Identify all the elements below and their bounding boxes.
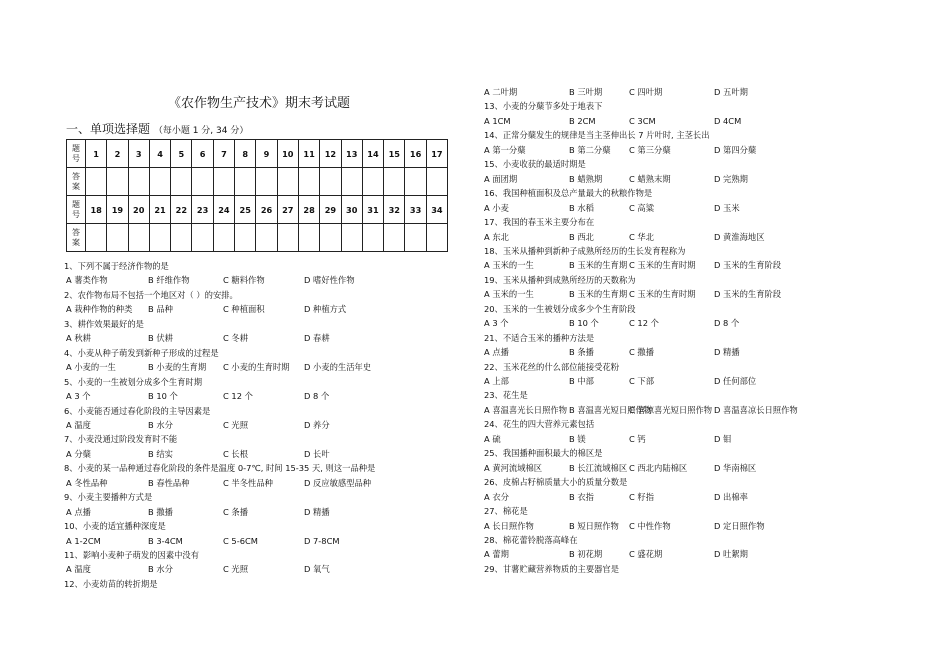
question-text: 27、棉花是	[484, 506, 528, 517]
answer-option[interactable]: C 钙	[629, 433, 646, 444]
answer-option[interactable]: D 7-8CM	[304, 535, 340, 546]
answer-cell[interactable]	[362, 168, 383, 196]
answer-option[interactable]: C 小麦的生育时期	[223, 362, 290, 373]
answer-option[interactable]: D 嗜好性作物	[304, 275, 355, 286]
answer-option[interactable]: A 上部	[484, 376, 509, 386]
question-text: 14、正常分蘖发生的规律是当主茎伸出长 7 片叶时, 主茎长出	[484, 130, 710, 141]
question-text: 10、小麦的适宜播种深度是	[64, 521, 166, 532]
row-label-q: 题 号	[67, 196, 86, 224]
answer-option[interactable]: A 硫	[484, 433, 501, 444]
answer-option[interactable]: D 4CM	[714, 115, 742, 126]
answer-cell[interactable]	[341, 168, 362, 196]
answer-option[interactable]: C 下部	[629, 376, 655, 386]
grid-num: 25	[235, 196, 256, 224]
answer-option[interactable]: C 华北	[629, 231, 655, 242]
answer-option[interactable]: A 第一分蘖	[484, 144, 526, 155]
question-text: 16、我国种植面积及总产量最大的秋粮作物是	[484, 188, 653, 199]
answer-option[interactable]: D 第四分蘖	[714, 144, 757, 155]
grid-num: 7	[213, 140, 234, 168]
grid-row-answers-1	[67, 168, 448, 196]
answer-option[interactable]: C 籽指	[629, 491, 655, 502]
answer-option[interactable]: B 春性品种	[148, 477, 190, 488]
answer-option[interactable]: A 蕾期	[484, 549, 509, 560]
answer-option[interactable]: D 8 个	[714, 318, 740, 329]
answer-cell[interactable]	[171, 168, 192, 196]
answer-cell[interactable]	[235, 168, 256, 196]
grid-num: 11	[298, 140, 319, 168]
question-text: 28、棉花蕾铃脱落高峰在	[484, 534, 578, 545]
answer-option[interactable]: D 春耕	[304, 333, 330, 344]
grid-num: 18	[86, 196, 107, 224]
answer-cell[interactable]	[384, 224, 405, 252]
answer-option[interactable]: B 水分	[148, 564, 173, 575]
answer-cell[interactable]	[362, 224, 383, 252]
answer-option[interactable]: C 玉米的生育时期	[629, 260, 696, 271]
answer-option[interactable]: B 初花期	[569, 549, 603, 560]
answer-option[interactable]: A 冬性品种	[66, 477, 108, 488]
answer-cell[interactable]	[192, 168, 213, 196]
answer-option[interactable]: A 玉米的一生	[484, 260, 534, 271]
answer-option[interactable]: D 养分	[304, 419, 330, 430]
question-text: 20、玉米的一生被划分成多少个生育阶段	[484, 303, 636, 314]
answer-cell[interactable]	[107, 224, 128, 252]
question-text: 4、小麦从种子萌发到新种子形成的过程是	[64, 347, 219, 358]
answer-option[interactable]: B 10 个	[148, 391, 178, 402]
question-text: 29、甘薯贮藏营养物质的主要器官是	[484, 563, 620, 574]
answer-option[interactable]: C 冬耕	[223, 333, 249, 344]
grid-num: 12	[320, 140, 341, 168]
answer-option[interactable]: A 温度	[66, 564, 91, 575]
answer-cell[interactable]	[149, 224, 170, 252]
answer-option[interactable]: B 西北	[569, 231, 594, 242]
answer-cell[interactable]	[426, 224, 447, 252]
answer-option[interactable]: D 种植方式	[304, 304, 347, 315]
answer-option[interactable]: C 长根	[223, 448, 249, 459]
answer-cell[interactable]	[320, 224, 341, 252]
answer-cell[interactable]	[256, 224, 277, 252]
answer-option[interactable]: C 玉米的生育时期	[629, 289, 696, 300]
grid-num: 31	[362, 196, 383, 224]
answer-cell[interactable]	[341, 224, 362, 252]
grid-num: 20	[128, 196, 149, 224]
grid-num: 1	[86, 140, 107, 168]
grid-row-numbers-2	[67, 196, 448, 224]
answer-option[interactable]: C 条播	[223, 506, 249, 517]
answer-cell[interactable]	[128, 168, 149, 196]
question-text: 21、不适合玉米的播种方法是	[484, 332, 595, 343]
answer-cell[interactable]	[86, 224, 107, 252]
answer-option[interactable]: B 撒播	[148, 506, 173, 517]
answer-option[interactable]: B 喜温喜光短日照作物	[569, 404, 653, 415]
answer-option[interactable]: C 西北内陆棉区	[629, 462, 688, 473]
question-text: 9、小麦主要播种方式是	[64, 492, 153, 503]
answer-cell[interactable]	[426, 168, 447, 196]
grid-num: 19	[107, 196, 128, 224]
section-title: 一、单项选择题	[66, 122, 151, 136]
question-text: 2、农作物布局不包括一个地区对（ ）的安排。	[64, 289, 238, 300]
grid-row-numbers-1	[67, 140, 448, 168]
grid-num: 26	[256, 196, 277, 224]
answer-option[interactable]: A 1-2CM	[66, 535, 101, 546]
question-text: 19、玉米从播种到成熟所经历的天数称为	[484, 274, 636, 285]
answer-option[interactable]: B 短日照作物	[569, 520, 619, 531]
question-text: 5、小麦的一生被划分成多个生育时期	[64, 376, 203, 387]
answer-option[interactable]: C 半冬性品种	[223, 477, 273, 488]
answer-option[interactable]: A 二叶期	[484, 87, 518, 97]
grid-num: 24	[213, 196, 234, 224]
question-text: 7、小麦没通过阶段发育时不能	[64, 434, 178, 445]
answer-cell[interactable]	[298, 168, 319, 196]
answer-option[interactable]: A 小麦的一生	[66, 362, 116, 373]
answer-option[interactable]: C 种植面积	[223, 304, 265, 315]
answer-option[interactable]: B 10 个	[569, 318, 599, 329]
grid-num: 6	[192, 140, 213, 168]
question-text: 17、我国的春玉米主要分布在	[484, 217, 595, 228]
grid-num: 32	[384, 196, 405, 224]
section-heading	[66, 120, 248, 137]
answer-option[interactable]: D 反应敏感型品种	[304, 477, 372, 488]
answer-option[interactable]: D 玉米的生育阶段	[714, 289, 782, 300]
question-text: 11、影响小麦种子萌发的因素中没有	[64, 550, 200, 560]
answer-cell[interactable]	[256, 168, 277, 196]
answer-option[interactable]: C 高粱	[629, 202, 655, 213]
answer-cell[interactable]	[128, 224, 149, 252]
answer-option[interactable]: C 盛花期	[629, 549, 663, 560]
answer-option[interactable]: B 伏耕	[148, 333, 173, 344]
answer-option[interactable]: B 小麦的生育期	[148, 362, 207, 373]
answer-option[interactable]: A 薯类作物	[66, 275, 108, 286]
answer-option[interactable]: D 定日照作物	[714, 520, 765, 531]
answer-option[interactable]: B 玉米的生育期	[569, 289, 628, 300]
grid-num: 30	[341, 196, 362, 224]
grid-num: 28	[298, 196, 319, 224]
row-label-q: 题 号	[67, 140, 86, 168]
grid-num: 17	[426, 140, 447, 168]
grid-num: 14	[362, 140, 383, 168]
grid-num: 22	[171, 196, 192, 224]
answer-option[interactable]: B 长江流域棉区	[569, 462, 628, 473]
question-text: 1、下列不属于经济作物的是	[64, 261, 169, 271]
answer-option[interactable]: B 结实	[148, 448, 173, 459]
answer-option[interactable]: D 出棉率	[714, 491, 748, 502]
answer-cell[interactable]	[213, 224, 234, 252]
answer-option[interactable]: D 五叶期	[714, 87, 748, 97]
question-text: 15、小麦收获的最适时期是	[484, 159, 586, 170]
answer-option[interactable]: C 光照	[223, 419, 249, 430]
answer-option[interactable]: D 完熟期	[714, 173, 748, 184]
question-text: 18、玉米从播种到新种子成熟所经历的生长发育程称为	[484, 245, 686, 256]
question-text: 23、花生是	[484, 390, 528, 401]
answer-option[interactable]: B 衣指	[569, 491, 594, 502]
grid-num: 33	[405, 196, 426, 224]
grid-num: 3	[128, 140, 149, 168]
answer-option[interactable]: C 中性作物	[629, 520, 671, 531]
answer-option[interactable]: B 3-4CM	[148, 535, 183, 546]
answer-option[interactable]: A 东北	[484, 231, 509, 242]
answer-option[interactable]: D 吐絮期	[714, 549, 748, 560]
grid-num: 4	[149, 140, 170, 168]
answer-cell[interactable]	[405, 224, 426, 252]
answer-option[interactable]: A 衣分	[484, 491, 509, 502]
answer-option[interactable]: A 3 个	[66, 391, 91, 402]
answer-option[interactable]: D 黄淮海地区	[714, 231, 765, 242]
answer-option[interactable]: A 小麦	[484, 202, 509, 213]
answer-option[interactable]: C 12 个	[223, 391, 253, 402]
grid-num: 34	[426, 196, 447, 224]
answer-cell[interactable]	[277, 168, 298, 196]
answer-option[interactable]: B 纤维作物	[148, 275, 190, 286]
answer-cell[interactable]	[277, 224, 298, 252]
answer-option[interactable]: A 秋耕	[66, 333, 91, 344]
row-label-a: 答 案	[67, 168, 86, 196]
answer-option[interactable]: B 蜡熟期	[569, 173, 603, 184]
answer-option[interactable]: D 喜温喜凉长日照作物	[714, 404, 798, 415]
grid-num: 8	[235, 140, 256, 168]
grid-num: 29	[320, 196, 341, 224]
exam-title: 《农作物生产技术》期末考试题	[168, 96, 351, 111]
answer-option[interactable]: C 3CM	[629, 115, 656, 126]
answer-option[interactable]: B 水分	[148, 419, 173, 430]
answer-option[interactable]: D 玉米	[714, 202, 740, 213]
answer-option[interactable]: A 分蘖	[66, 448, 91, 459]
answer-option[interactable]: A 温度	[66, 419, 91, 430]
row-label-a: 答 案	[67, 224, 86, 252]
answer-option[interactable]: C 蜡熟末期	[629, 173, 671, 184]
question-text: 6、小麦能否通过春化阶段的主导因素是	[64, 405, 211, 416]
answer-option[interactable]: A 喜温喜光长日照作物	[484, 404, 567, 415]
answer-cell[interactable]	[405, 168, 426, 196]
answer-option[interactable]: B 三叶期	[569, 87, 603, 97]
answer-option[interactable]: B 第二分蘖	[569, 144, 611, 155]
answer-cell[interactable]	[86, 168, 107, 196]
answer-grid	[66, 139, 448, 252]
grid-num: 15	[384, 140, 405, 168]
answer-cell[interactable]	[171, 224, 192, 252]
answer-option[interactable]: B 玉米的生育期	[569, 260, 628, 271]
answer-option[interactable]: B 水稻	[569, 202, 594, 213]
grid-num: 13	[341, 140, 362, 168]
answer-cell[interactable]	[192, 224, 213, 252]
answer-option[interactable]: D 长叶	[304, 448, 330, 459]
answer-option[interactable]: C 光照	[223, 564, 249, 575]
grid-num: 2	[107, 140, 128, 168]
question-text: 12、小麦幼苗的转折期是	[64, 578, 158, 589]
answer-option[interactable]: C 四叶期	[629, 87, 663, 97]
answer-option[interactable]: D 钼	[714, 433, 732, 444]
answer-option[interactable]: D 精播	[714, 347, 740, 358]
answer-option[interactable]: A 1CM	[484, 115, 511, 126]
answer-option[interactable]: A 黄河流域棉区	[484, 462, 543, 473]
grid-num: 21	[149, 196, 170, 224]
answer-option[interactable]: C 第三分蘖	[629, 144, 671, 155]
answer-option[interactable]: D 玉米的生育阶段	[714, 260, 782, 271]
grid-num: 10	[277, 140, 298, 168]
answer-option[interactable]: A 3 个	[484, 318, 509, 329]
answer-option[interactable]: D 氧气	[304, 564, 330, 575]
answer-option[interactable]: D 任何部位	[714, 376, 757, 386]
answer-option[interactable]: A 玉米的一生	[484, 289, 534, 300]
answer-option[interactable]: D 华南棉区	[714, 462, 757, 473]
question-text: 13、小麦的分蘖节多处于地表下	[484, 101, 603, 112]
answer-option[interactable]: C 糖料作物	[223, 275, 265, 286]
question-text: 26、皮棉占籽棉质量大小的质量分数是	[484, 477, 628, 488]
question-text: 22、玉米花丝的什么部位能接受花粉	[484, 361, 620, 372]
grid-row-answers-2	[67, 224, 448, 252]
answer-cell[interactable]	[298, 224, 319, 252]
question-text: 24、花生的四大营养元素包括	[484, 419, 595, 430]
answer-option[interactable]: A 面团期	[484, 173, 518, 184]
answer-option[interactable]: B 条播	[569, 347, 594, 358]
answer-option[interactable]: D 8 个	[304, 391, 330, 402]
answer-option[interactable]: B 中部	[569, 376, 594, 386]
answer-option[interactable]: C 撒播	[629, 347, 655, 358]
grid-num: 27	[277, 196, 298, 224]
question-text: 25、我国播种面积最大的棉区是	[484, 448, 603, 459]
answer-option[interactable]: C 5-6CM	[223, 535, 258, 546]
answer-option[interactable]: B 2CM	[569, 115, 596, 126]
answer-cell[interactable]	[107, 168, 128, 196]
answer-option[interactable]: D 小麦的生活年史	[304, 362, 372, 373]
answer-option[interactable]: A 栽种作物的种类	[66, 304, 133, 315]
grid-num: 23	[192, 196, 213, 224]
answer-option[interactable]: A 长日照作物	[484, 520, 534, 531]
answer-option[interactable]: A 点播	[66, 506, 91, 517]
answer-option[interactable]: C 喜凉喜光短日照作物	[629, 404, 713, 415]
section-note: （每小题 1 分, 34 分）	[153, 126, 249, 136]
question-text: 3、耕作效果最好的是	[64, 318, 144, 329]
answer-option[interactable]: B 镁	[569, 433, 586, 444]
answer-cell[interactable]	[320, 168, 341, 196]
question-text: 8、小麦的某一品种通过春化阶段的条件是温度 0-7℃, 时间 15-35 天, 则这一品种是	[64, 463, 376, 474]
answer-option[interactable]: D 精播	[304, 506, 330, 517]
grid-num: 9	[256, 140, 277, 168]
grid-num: 16	[405, 140, 426, 168]
answer-option[interactable]: A 点播	[484, 347, 509, 358]
answer-cell[interactable]	[213, 168, 234, 196]
answer-option[interactable]: B 品种	[148, 304, 173, 315]
answer-option[interactable]: C 12 个	[629, 318, 659, 329]
answer-cell[interactable]	[235, 224, 256, 252]
grid-num: 5	[171, 140, 192, 168]
answer-cell[interactable]	[384, 168, 405, 196]
answer-cell[interactable]	[149, 168, 170, 196]
